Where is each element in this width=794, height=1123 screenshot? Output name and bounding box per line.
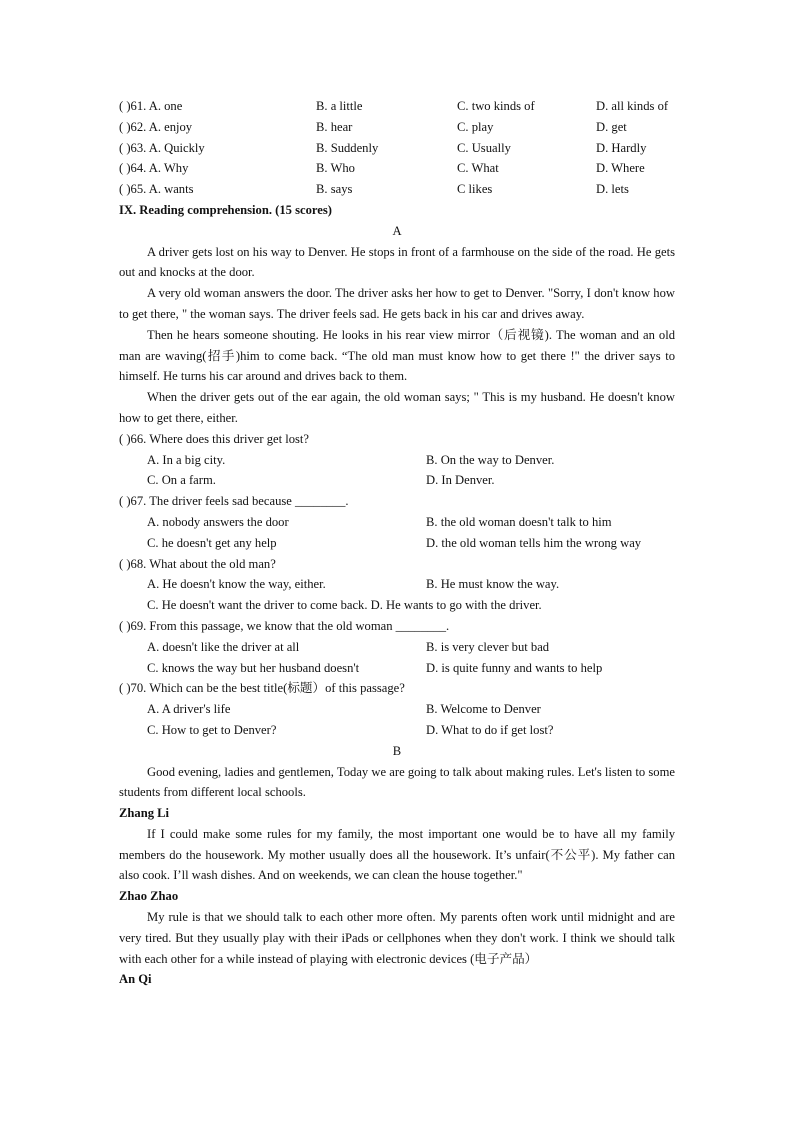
option-b: B. Suddenly bbox=[316, 140, 379, 155]
option: B. is very clever but bad bbox=[426, 639, 550, 654]
option-row bbox=[119, 533, 675, 554]
option-d: D. Hardly bbox=[596, 140, 647, 155]
paragraph: A very old woman answers the door. The driver asks her how to get to Denver. "Sorry, I don't know how to get there, " the woman says. The driver feels sad. He gets back in his car and drives away. bbox=[119, 286, 675, 321]
passage-b-label: B bbox=[392, 743, 402, 758]
option: D. What to do if get lost? bbox=[426, 722, 554, 737]
option-c: C. two kinds of bbox=[457, 99, 535, 113]
speaker-name: Zhao Zhao bbox=[119, 889, 179, 904]
option: B. Welcome to Denver bbox=[426, 702, 541, 717]
cloze-row bbox=[119, 117, 675, 138]
option-a: ( )65. A. wants bbox=[119, 182, 194, 197]
question-67 bbox=[119, 491, 675, 553]
option-a: ( )62. A. enjoy bbox=[119, 119, 193, 134]
option: C. How to get to Denver? bbox=[147, 722, 277, 737]
option: A. A driver's life bbox=[147, 702, 231, 717]
cloze-row bbox=[119, 138, 675, 159]
question-70 bbox=[119, 678, 675, 740]
speaker-name: Zhang Li bbox=[119, 806, 170, 821]
passage-b-intro: Good evening, ladies and gentlemen, Today we are going to talk about making rules. Let's listen to some students from different local schools. bbox=[119, 764, 675, 800]
option-d: D. get bbox=[596, 119, 627, 134]
option-c: C. Usually bbox=[457, 140, 511, 155]
option-row bbox=[119, 720, 675, 741]
section-title: IX. Reading comprehension. (15 scores) bbox=[119, 202, 332, 217]
question-69 bbox=[119, 616, 675, 678]
speaker-text: If I could make some rules for my family, the most important one would be to have all my family members do the housework. My mother usually does all the housework. It’s unfair(不公平). My father can also cook. I’ll wash dishes. And on weekends, we can clean the house together." bbox=[119, 826, 675, 883]
option-d: D. Where bbox=[596, 161, 645, 176]
option-c: C likes bbox=[457, 182, 493, 197]
paragraph: When the driver gets out of the ear again, the old woman says; " This is my husband. He doesn't know how to get there, either. bbox=[119, 390, 675, 425]
option: D. the old woman tells him the wrong way bbox=[426, 535, 642, 550]
question-stem: ( )66. Where does this driver get lost? bbox=[119, 431, 310, 446]
option-d: D. lets bbox=[596, 182, 629, 197]
option: B. He must know the way. bbox=[426, 577, 560, 592]
option: A. doesn't like the driver at all bbox=[147, 639, 300, 654]
option: A. nobody answers the door bbox=[147, 514, 289, 529]
option-row bbox=[119, 574, 675, 595]
option-row bbox=[119, 658, 675, 679]
option-b: B. says bbox=[316, 182, 353, 197]
cloze-row bbox=[119, 179, 675, 200]
exam-page bbox=[119, 96, 675, 990]
option-row bbox=[119, 512, 675, 533]
option: B. the old woman doesn't talk to him bbox=[426, 514, 612, 529]
option-a: ( )63. A. Quickly bbox=[119, 140, 205, 155]
option-a: ( )64. A. Why bbox=[119, 161, 189, 176]
cloze-row bbox=[119, 158, 675, 179]
speaker-name: An Qi bbox=[119, 972, 152, 987]
question-stem: ( )69. From this passage, we know that the old woman ________. bbox=[119, 618, 450, 633]
option: D. is quite funny and wants to help bbox=[426, 660, 603, 675]
option: A. In a big city. bbox=[147, 452, 226, 467]
question-66 bbox=[119, 429, 675, 491]
option-b: B. a little bbox=[316, 99, 363, 113]
speaker-text: My rule is that we should talk to each other more often. My parents often work until midnight and are very tired. But they usually play with their iPads or cellphones when they don't work. I think we should talk with each other for a while instead of playing with electronic devices (电子产品） bbox=[119, 910, 675, 966]
cloze-options bbox=[119, 96, 675, 200]
option-c: C. What bbox=[457, 161, 499, 176]
option-row bbox=[119, 699, 675, 720]
option-row bbox=[119, 470, 675, 491]
option-d: D. all kinds of bbox=[596, 99, 669, 113]
option: C. He doesn't want the driver to come back. D. He wants to go with the driver. bbox=[147, 598, 542, 613]
question-stem: ( )67. The driver feels sad because ________. bbox=[119, 494, 349, 509]
option-b: B. Who bbox=[316, 161, 355, 176]
option-c: C. play bbox=[457, 119, 494, 134]
passage-a-label: A bbox=[392, 223, 402, 238]
option-row bbox=[119, 450, 675, 471]
question-68 bbox=[119, 554, 675, 616]
paragraph: Then he hears someone shouting. He looks in his rear view mirror（后视镜). The woman and an old man are waving(招手)him to come back. “The old man must know how to get there !" the driver says to himself. He turns his car around and drives back to them. bbox=[119, 327, 675, 384]
option-row bbox=[119, 595, 675, 616]
question-stem: ( )68. What about the old man? bbox=[119, 556, 276, 571]
option: D. In Denver. bbox=[426, 473, 495, 488]
option-row bbox=[119, 637, 675, 658]
option: C. knows the way but her husband doesn't bbox=[147, 660, 360, 675]
option: C. On a farm. bbox=[147, 473, 216, 488]
question-stem: ( )70. Which can be the best title(标题）of this passage? bbox=[119, 681, 405, 696]
option: C. he doesn't get any help bbox=[147, 535, 277, 550]
option: B. On the way to Denver. bbox=[426, 452, 555, 467]
option: A. He doesn't know the way, either. bbox=[147, 577, 326, 592]
option-b: B. hear bbox=[316, 119, 353, 134]
paragraph: A driver gets lost on his way to Denver. He stops in front of a farmhouse on the side of the road. He gets out and knocks at the door. bbox=[119, 244, 675, 280]
cloze-row bbox=[119, 96, 675, 117]
option-a: ( )61. A. one bbox=[119, 99, 183, 113]
